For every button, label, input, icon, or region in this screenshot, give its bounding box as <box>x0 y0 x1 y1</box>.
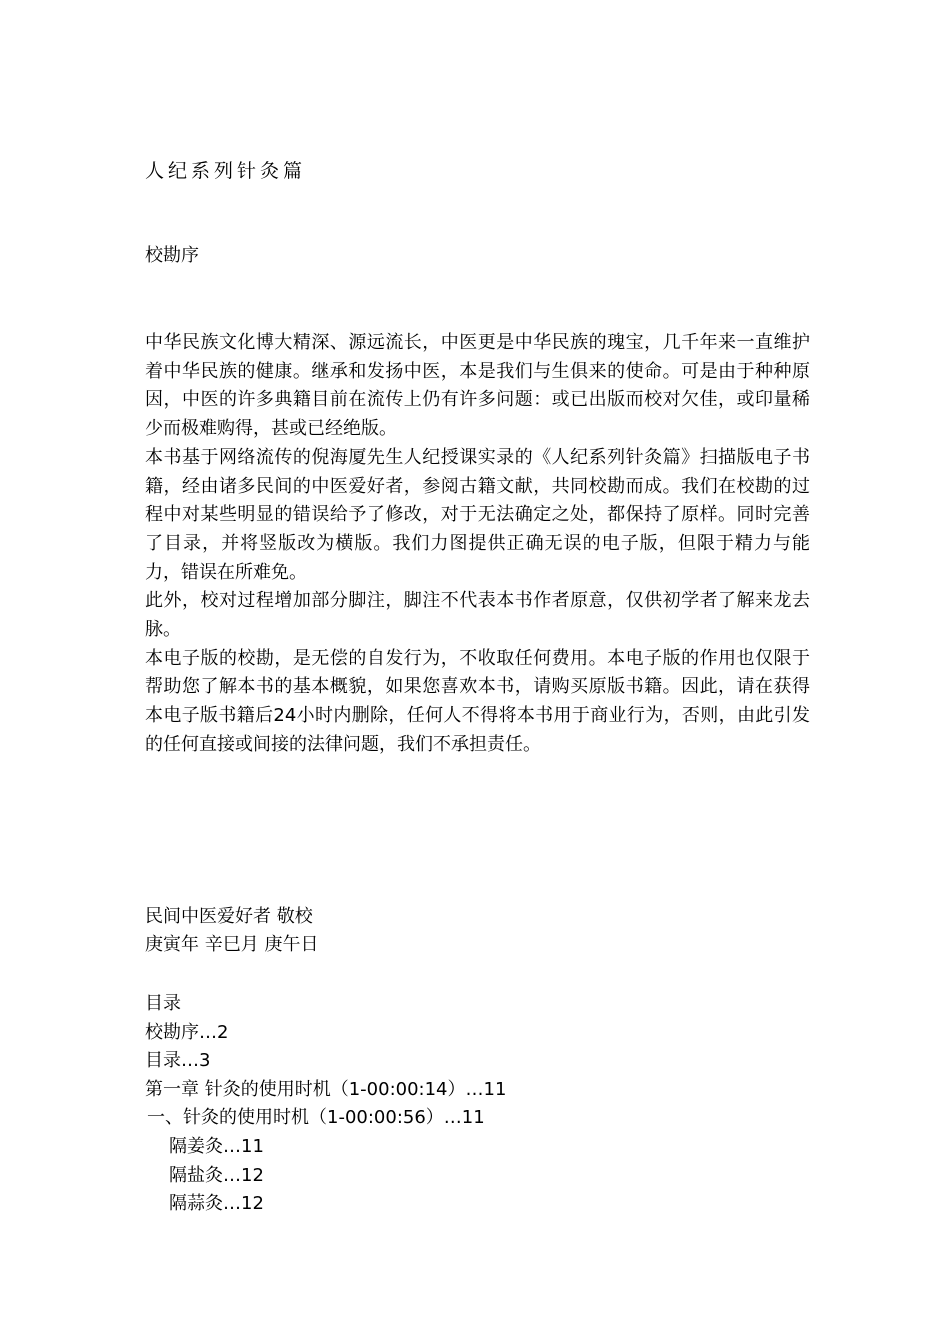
signature-author: 民间中医爱好者 敬校 <box>145 906 313 927</box>
toc-entry[interactable]: 隔姜灸…11 <box>169 1135 264 1157</box>
signature-date: 庚寅年 辛巳月 庚午日 <box>145 934 319 955</box>
toc-entry[interactable]: 第一章 针灸的使用时机（1-00:00:14）…11 <box>145 1078 507 1100</box>
table-of-contents <box>145 990 506 1219</box>
toc-entry[interactable]: 校勘序…2 <box>145 1021 229 1043</box>
section-heading: 校勘序 <box>145 245 199 266</box>
preface-paragraph-2: 本书基于网络流传的倪海厦先生人纪授课实录的《人纪系列针灸篇》扫描版电子书籍，经由诸多民间的中医爱好者，参阅古籍文献，共同校勘而成。我们在校勘的过程中对某些明显的错误给予了修改，对于无法确定之处，都保持了原样。同时完善了目录，并将竖版改为横版。我们力图提供正确无误的电子版，但限于精力与能力，错误在所难免。 <box>145 446 810 583</box>
toc-entry[interactable]: 隔蒜灸…12 <box>169 1193 264 1215</box>
toc-heading: 目录 <box>145 993 181 1014</box>
preface-paragraph-4: 本电子版的校勘，是无偿的自发行为，不收取任何费用。本电子版的作用也仅限于帮助您了解本书的基本概貌，如果您喜欢本书，请购买原版书籍。因此，请在获得本电子版书籍后24小时内删除，任何人不得将本书用于商业行为，否则，由此引发的任何直接或间接的法律问题，我们不承担责任。 <box>145 647 810 755</box>
preface-paragraph-1: 中华民族文化博大精深、源远流长，中医更是中华民族的瑰宝，几千年来一直维护着中华民族的健康。继承和发扬中医，本是我们与生俱来的使命。可是由于种种原因，中医的许多典籍目前在流传上仍有许多问题：或已出版而校对欠佳，或印量稀少而极难购得，甚或已经绝版。 <box>145 332 810 440</box>
toc-entry[interactable]: 隔盐灸…12 <box>169 1164 264 1186</box>
preface-body <box>145 329 810 760</box>
toc-entry[interactable]: 一、针灸的使用时机（1-00:00:56）…11 <box>147 1107 485 1129</box>
signature-block <box>145 903 318 959</box>
document-title: 人纪系列针灸篇 <box>145 160 307 182</box>
preface-paragraph-3: 此外，校对过程增加部分脚注，脚注不代表本书作者原意，仅供初学者了解来龙去脉。 <box>145 590 810 641</box>
toc-entry[interactable]: 目录…3 <box>145 1050 211 1072</box>
